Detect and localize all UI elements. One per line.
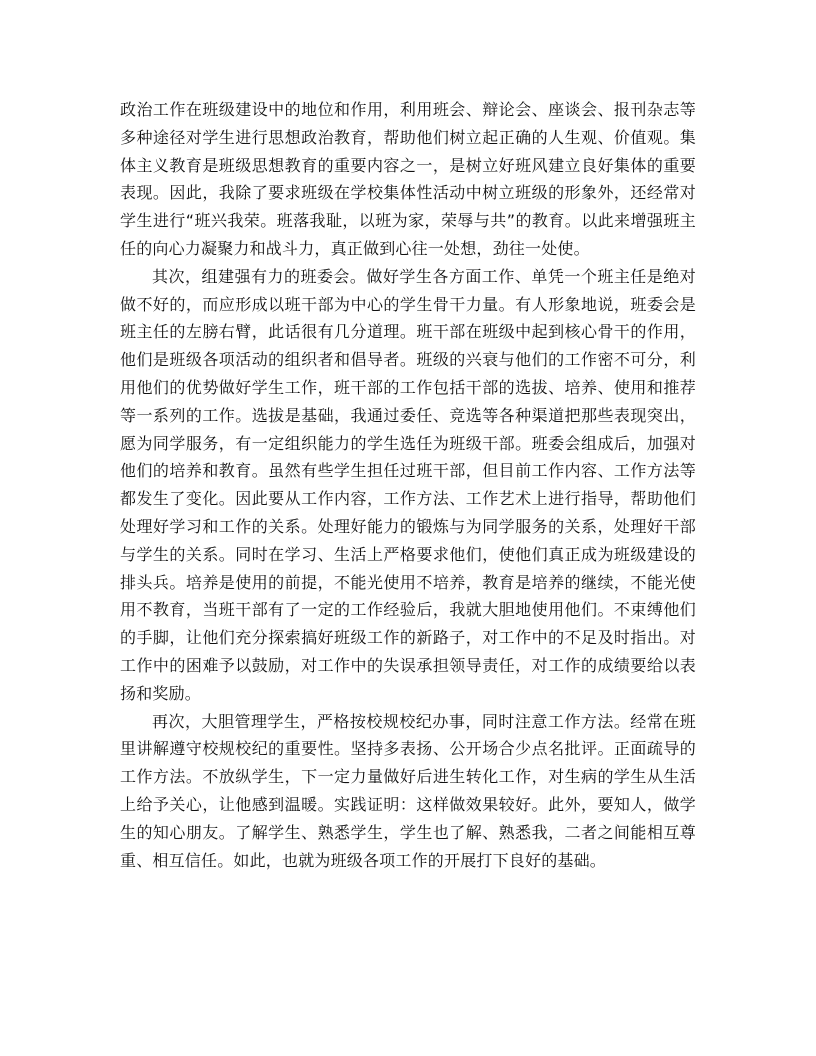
paragraph-political-education: 政治工作在班级建设中的地位和作用，利用班会、辩论会、座谈会、报刊杂志等多种途径对学生进行思想政治教育，帮助他们树立起正确的人生观、价值观。集体主义教育是班级思想教育的重要内容之一，是树立好班风建立良好集体的重要表现。因此，我除了要求班级在学校集体性活动中树立班级的形象外，还经常对学生进行“班兴我荣。班落我耻，以班为家，荣辱与共”的教育。以此来增强班主任的向心力凝聚力和战斗力，真正做到心往一处想，劲往一处使。 <box>120 100 696 258</box>
paragraph-class-committee: 其次，组建强有力的班委会。做好学生各方面工作、单凭一个班主任是绝对做不好的，而应形成以班干部为中心的学生骨干力量。有人形象地说，班委会是班主任的左膀右臂，此话很有几分道理。班干部在班级中起到核心骨干的作用，他们是班级各项活动的组织者和倡导者。班级的兴衰与他们的工作密不可分，利用他们的优势做好学生工作，班干部的工作包括干部的选拔、培养、使用和推荐等一系列的工作。选拔是基础，我通过委任、竞选等各种渠道把那些表现突出，愿为同学服务，有一定组织能力的学生选任为班级干部。班委会组成后，加强对他们的培养和教育。虽然有些学生担任过班干部，但目前工作内容、工作方法等都发生了变化。因此要从工作内容，工作方法、工作艺术上进行指导，帮助他们处理好学习和工作的关系。处理好能力的锻炼与为同学服务的关系，处理好干部与学生的关系。同时在学习、生活上严格要求他们，使他们真正成为班级建设的排头兵。培养是使用的前提，不能光使用不培养，教育是培养的继续，不能光使用不教育，当班干部有了一定的工作经验后，我就大胆地使用他们。不束缚他们的手脚，让他们充分探索搞好班级工作的新路子，对工作中的不足及时指出。对工作中的困难予以鼓励，对工作中的失误承担领导责任，对工作的成绩要给以表扬和奖励。 <box>120 266 696 703</box>
document-page <box>120 96 696 874</box>
paragraph-student-management: 再次，大胆管理学生，严格按校规校纪办事，同时注意工作方法。经常在班里讲解遵守校规校纪的重要性。坚持多表扬、公开场合少点名批评。正面疏导的工作方法。不放纵学生，下一定力量做好后进生转化工作，对生病的学生从生活上给予关心，让他感到温暖。实践证明：这样做效果较好。此外，要知人，做学生的知心朋友。了解学生、熟悉学生，学生也了解、熟悉我，二者之间能相互尊重、相互信任。如此，也就为班级各项工作的开展打下良好的基础。 <box>120 711 696 870</box>
